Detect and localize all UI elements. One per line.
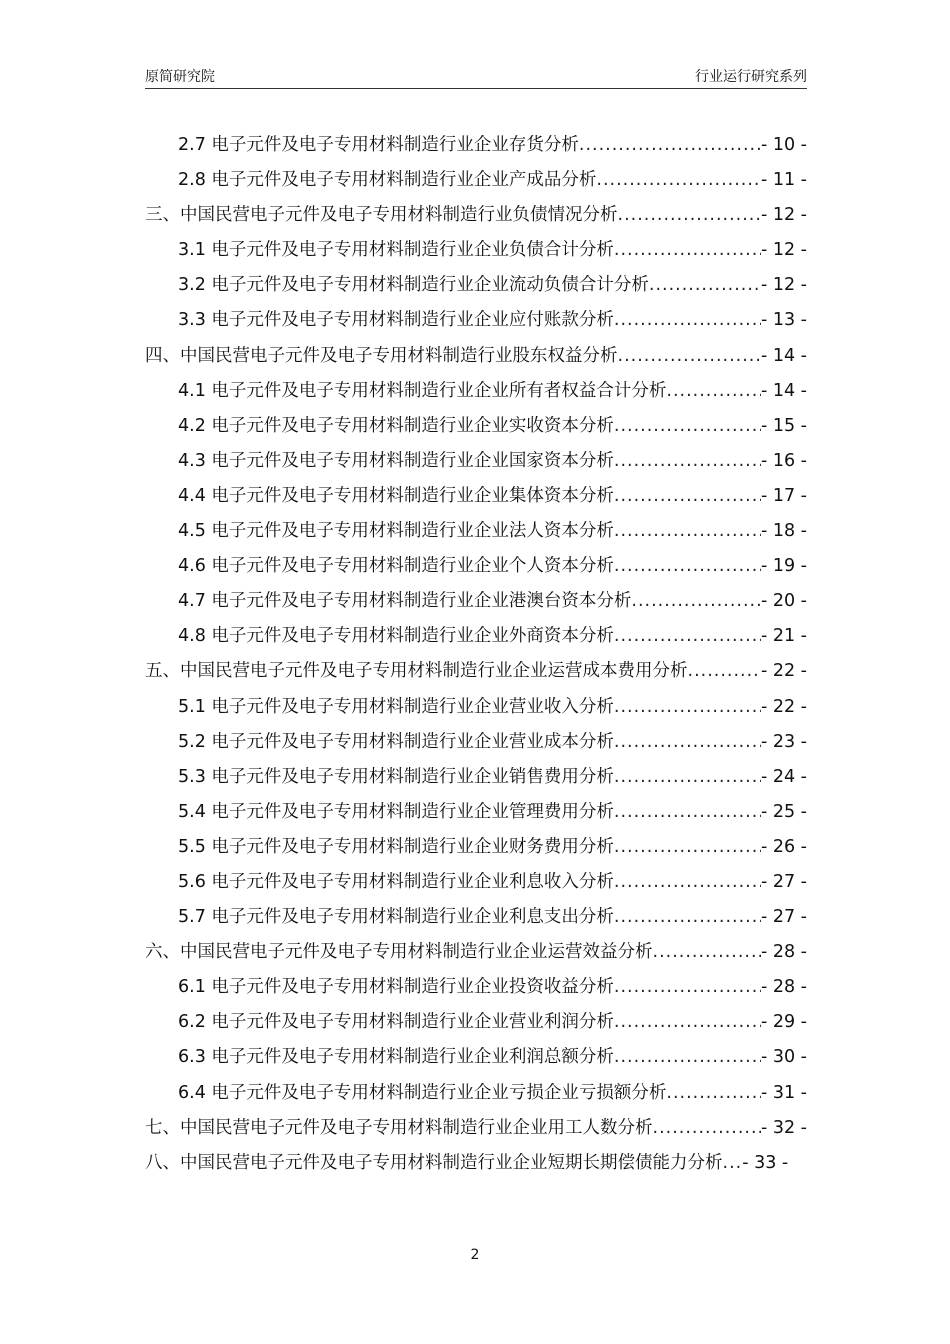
toc-entry-title: 5.6 电子元件及电子专用材料制造行业企业利息收入分析 <box>178 871 614 892</box>
toc-leader-dots <box>614 760 761 795</box>
toc-section-entry[interactable] <box>145 830 807 865</box>
toc-section-entry[interactable] <box>145 795 807 830</box>
toc-entry-title: 6.2 电子元件及电子专用材料制造行业企业营业利润分析 <box>178 1012 614 1033</box>
toc-entry-page: - 22 - <box>760 696 807 717</box>
toc-entry-page: - 17 - <box>760 485 807 506</box>
toc-section-entry[interactable] <box>145 514 807 549</box>
toc-leader-dots <box>649 268 761 303</box>
toc-section-entry[interactable] <box>145 970 807 1005</box>
toc-leader-dots <box>614 795 761 830</box>
toc-leader-dots <box>688 654 761 689</box>
toc-entry-title: 3.1 电子元件及电子专用材料制造行业企业负债合计分析 <box>178 240 614 261</box>
toc-leader-dots <box>666 374 761 409</box>
toc-entry-page: - 21 - <box>760 626 807 647</box>
toc-leader-dots <box>614 514 761 549</box>
toc-entry-title: 3.3 电子元件及电子专用材料制造行业企业应付账款分析 <box>178 310 614 331</box>
toc-entry-page: - 13 - <box>760 310 807 331</box>
toc-section-entry[interactable] <box>145 303 807 338</box>
toc-entry-page: - 27 - <box>760 907 807 928</box>
toc-leader-dots <box>614 1040 761 1075</box>
page-number: 2 <box>470 1247 480 1263</box>
header-org-name: 原简研究院 <box>145 69 215 85</box>
toc-section-entry[interactable] <box>145 760 807 795</box>
toc-entry-title: 2.8 电子元件及电子专用材料制造行业企业产成品分析 <box>178 170 597 191</box>
toc-entry-page: - 23 - <box>760 731 807 752</box>
toc-entry-page: - 14 - <box>760 345 807 366</box>
toc-section-entry[interactable] <box>145 1040 807 1075</box>
toc-section-entry[interactable] <box>145 233 807 268</box>
toc-entry-page: - 31 - <box>760 1082 807 1103</box>
toc-entry-title: 七、中国民营电子元件及电子专用材料制造行业企业用工人数分析 <box>145 1117 653 1138</box>
toc-leader-dots <box>614 1005 761 1040</box>
toc-leader-dots <box>614 549 761 584</box>
toc-section-entry[interactable] <box>145 865 807 900</box>
toc-entry-title: 4.4 电子元件及电子专用材料制造行业企业集体资本分析 <box>178 485 614 506</box>
toc-leader-dots <box>614 444 761 479</box>
toc-entry-title: 5.3 电子元件及电子专用材料制造行业企业销售费用分析 <box>178 766 614 787</box>
toc-section-entry[interactable] <box>145 444 807 479</box>
toc-leader-dots <box>614 409 761 444</box>
toc-entry-title: 5.1 电子元件及电子专用材料制造行业企业营业收入分析 <box>178 696 614 717</box>
toc-entry-page: - 27 - <box>760 871 807 892</box>
toc-entry-title: 4.8 电子元件及电子专用材料制造行业企业外商资本分析 <box>178 626 614 647</box>
toc-entry-title: 4.2 电子元件及电子专用材料制造行业企业实收资本分析 <box>178 415 614 436</box>
toc-leader-dots <box>614 690 761 725</box>
toc-entry-page: - 28 - <box>760 977 807 998</box>
toc-entry-title: 5.2 电子元件及电子专用材料制造行业企业营业成本分析 <box>178 731 614 752</box>
toc-entry-title: 4.1 电子元件及电子专用材料制造行业企业所有者权益合计分析 <box>178 380 667 401</box>
toc-entry-title: 2.7 电子元件及电子专用材料制造行业企业存货分析 <box>178 135 579 155</box>
toc-entry-title: 4.7 电子元件及电子专用材料制造行业企业港澳台资本分析 <box>178 591 632 612</box>
toc-entry-page: - 30 - <box>760 1047 807 1068</box>
toc-entry-title: 四、中国民营电子元件及电子专用材料制造行业股东权益分析 <box>145 345 618 366</box>
toc-entry-title: 八、中国民营电子元件及电子专用材料制造行业企业短期长期偿债能力分析 <box>145 1152 723 1173</box>
toc-entry-page: - 19 - <box>760 556 807 577</box>
toc-leader-dots <box>614 479 761 514</box>
page-header <box>145 66 807 89</box>
toc-entry-page: - 28 - <box>760 942 807 963</box>
toc-chapter-entry[interactable] <box>145 654 807 689</box>
toc-leader-dots <box>618 339 761 374</box>
toc-entry-page: - 20 - <box>760 591 807 612</box>
toc-chapter-entry[interactable] <box>145 339 807 374</box>
toc-leader-dots <box>614 830 761 865</box>
toc-section-entry[interactable] <box>145 128 807 163</box>
toc-leader-dots <box>614 865 761 900</box>
toc-leader-dots <box>614 619 761 654</box>
toc-chapter-entry[interactable] <box>145 198 807 233</box>
toc-leader-dots <box>614 233 761 268</box>
toc-leader-dots <box>653 935 761 970</box>
toc-section-entry[interactable] <box>145 374 807 409</box>
toc-entry-title: 4.6 电子元件及电子专用材料制造行业企业个人资本分析 <box>178 556 614 577</box>
toc-entry-title: 三、中国民营电子元件及电子专用材料制造行业负债情况分析 <box>145 205 618 226</box>
toc-section-entry[interactable] <box>145 619 807 654</box>
toc-entry-page: - 33 - <box>742 1152 789 1173</box>
toc-entry-title: 六、中国民营电子元件及电子专用材料制造行业企业运营效益分析 <box>145 942 653 963</box>
toc-entry-page: - 12 - <box>760 275 807 296</box>
toc-entry-page: - 24 - <box>760 766 807 787</box>
toc-leader-dots <box>631 584 761 619</box>
toc-section-entry[interactable] <box>145 409 807 444</box>
toc-entry-page: - 18 - <box>760 521 807 542</box>
toc-leader-dots <box>614 725 761 760</box>
toc-entry-page: - 32 - <box>760 1117 807 1138</box>
toc-section-entry[interactable] <box>145 1076 807 1111</box>
toc-leader-dots <box>614 900 761 935</box>
toc-leader-dots <box>596 163 761 198</box>
toc-entry-title: 6.4 电子元件及电子专用材料制造行业企业亏损企业亏损额分析 <box>178 1082 667 1103</box>
toc-leader-dots: ... <box>722 1152 743 1173</box>
toc-entry-page: - 22 - <box>760 661 807 682</box>
toc-entry-title: 6.3 电子元件及电子专用材料制造行业企业利润总额分析 <box>178 1047 614 1068</box>
toc-entry-title: 5.7 电子元件及电子专用材料制造行业企业利息支出分析 <box>178 907 614 928</box>
toc-entry-title: 5.4 电子元件及电子专用材料制造行业企业管理费用分析 <box>178 801 614 822</box>
toc-entry-title: 五、中国民营电子元件及电子专用材料制造行业企业运营成本费用分析 <box>145 661 688 682</box>
header-series-name: 行业运行研究系列 <box>695 69 807 85</box>
toc-leader-dots <box>614 970 761 1005</box>
toc-section-entry[interactable] <box>145 268 807 303</box>
toc-entry-page: - 11 - <box>760 170 807 191</box>
toc-section-entry[interactable] <box>145 900 807 935</box>
toc-entry-page: - 14 - <box>760 380 807 401</box>
toc-entry-title: 4.3 电子元件及电子专用材料制造行业企业国家资本分析 <box>178 450 614 471</box>
toc-entry-title: 6.1 电子元件及电子专用材料制造行业企业投资收益分析 <box>178 977 614 998</box>
toc-leader-dots <box>618 198 761 233</box>
table-of-contents <box>145 128 807 1181</box>
toc-leader-dots <box>666 1076 761 1111</box>
toc-leader-dots <box>614 303 761 338</box>
toc-section-entry[interactable] <box>145 725 807 760</box>
toc-section-entry[interactable] <box>145 690 807 725</box>
toc-section-entry[interactable] <box>145 479 807 514</box>
toc-entry-page: - 26 - <box>760 836 807 857</box>
toc-chapter-entry[interactable] <box>145 1111 807 1146</box>
toc-entry-page: - 12 - <box>760 240 807 261</box>
toc-entry-page: - 12 - <box>760 205 807 226</box>
toc-entry-page: - 25 - <box>760 801 807 822</box>
toc-entry-title: 4.5 电子元件及电子专用材料制造行业企业法人资本分析 <box>178 521 614 542</box>
toc-chapter-entry[interactable] <box>145 1146 807 1181</box>
toc-entry-page: - 10 - <box>760 135 807 155</box>
toc-leader-dots <box>653 1111 761 1146</box>
toc-entry-title: 5.5 电子元件及电子专用材料制造行业企业财务费用分析 <box>178 836 614 857</box>
toc-entry-page: - 15 - <box>760 415 807 436</box>
toc-section-entry[interactable] <box>145 163 807 198</box>
toc-chapter-entry[interactable] <box>145 935 807 970</box>
toc-entry-page: - 29 - <box>760 1012 807 1033</box>
toc-entry-title: 3.2 电子元件及电子专用材料制造行业企业流动负债合计分析 <box>178 275 649 296</box>
toc-leader-dots <box>579 128 761 163</box>
toc-section-entry[interactable] <box>145 1005 807 1040</box>
toc-section-entry[interactable] <box>145 584 807 619</box>
toc-entry-page: - 16 - <box>760 450 807 471</box>
toc-section-entry[interactable] <box>145 549 807 584</box>
